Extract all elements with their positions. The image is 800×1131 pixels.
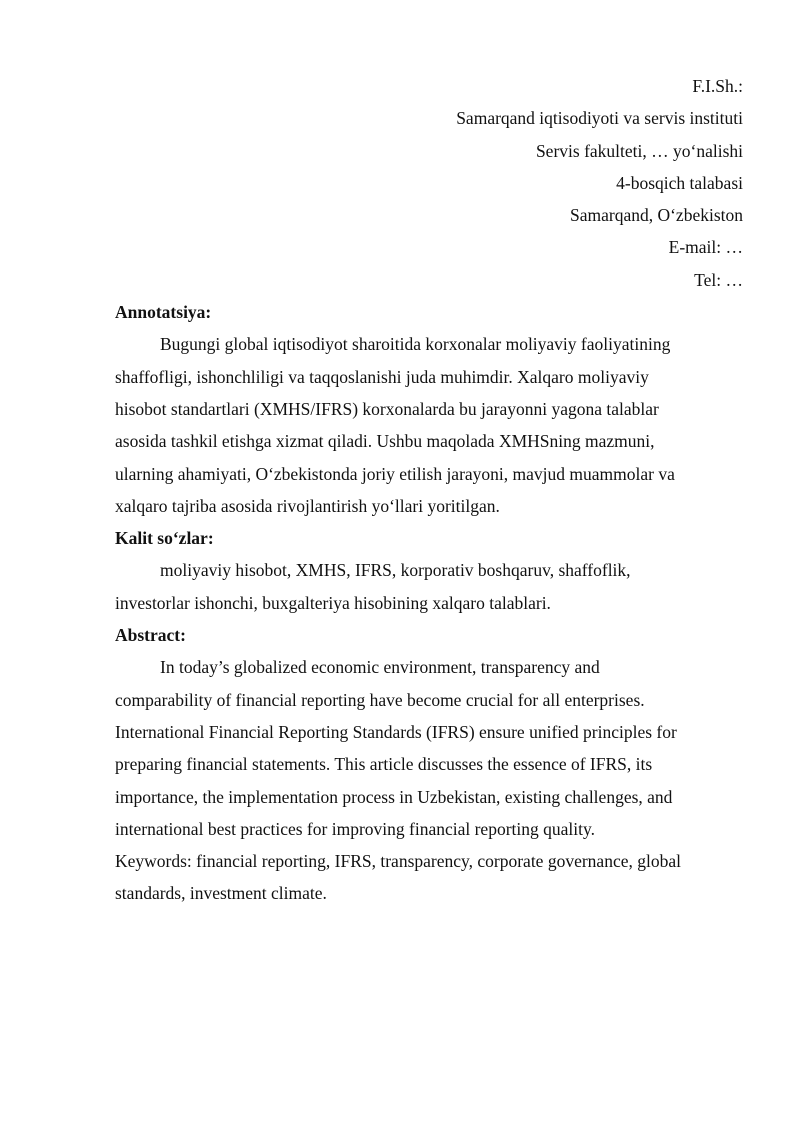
annotation-line: ularning ahamiyati, O‘zbekistonda joriy etilish jarayoni, mavjud muammolar va [115, 463, 675, 484]
abstract-line: international best practices for improving financial reporting quality. [115, 818, 595, 839]
author-faculty: Servis fakulteti, … yo‘nalishi [535, 140, 743, 161]
keywords-en-text [115, 845, 743, 910]
keywords-uz-line: investorlar ishonchi, buxgalteriya hisobining xalqaro talablari. [115, 592, 551, 613]
author-institution: Samarqand iqtisodiyoti va servis instituti [456, 108, 743, 129]
author-name-label: F.I.Sh.: [692, 76, 743, 96]
author-location: Samarqand, O‘zbekiston [569, 205, 743, 226]
author-year: 4-bosqich talabasi [616, 172, 743, 193]
keywords-uz-line: moliyaviy hisobot, XMHS, IFRS, korporativ boshqaruv, shaffoflik, [160, 560, 631, 581]
annotation-line: xalqaro tajriba asosida rivojlantirish yo‘llari yoritilgan. [115, 495, 500, 516]
annotation-heading: Annotatsiya: [115, 302, 212, 323]
abstract-line: International Financial Reporting Standards (IFRS) ensure unified principles for [115, 721, 677, 742]
abstract-heading: Abstract: [115, 625, 186, 646]
keywords-en-line: Keywords: financial reporting, IFRS, transparency, corporate governance, global [115, 851, 681, 872]
annotation-text [115, 328, 743, 522]
annotation-line: asosida tashkil etishga xizmat qiladi. Ushbu maqolada XMHSning mazmuni, [115, 431, 655, 452]
annotation-line: Bugungi global iqtisodiyot sharoitida korxonalar moliyaviy faoliyatining [160, 334, 671, 355]
annotation-line: hisobot standartlari (XMHS/IFRS) korxonalarda bu jarayonni yagona talablar [115, 398, 659, 419]
author-phone: Tel: … [694, 269, 743, 290]
abstract-line: comparability of financial reporting have become crucial for all enterprises. [115, 689, 645, 710]
abstract-line: In today’s globalized economic environment, transparency and [160, 657, 600, 678]
author-block [115, 70, 743, 296]
abstract-line: preparing financial statements. This article discusses the essence of IFRS, its [115, 754, 653, 775]
abstract-text [115, 651, 743, 845]
abstract-line: importance, the implementation process in Uzbekistan, existing challenges, and [115, 786, 673, 807]
document-page [115, 70, 743, 910]
keywords-uz-heading: Kalit so‘zlar: [115, 528, 214, 549]
author-email: E-mail: … [668, 237, 743, 258]
keywords-uz-text [115, 554, 743, 619]
annotation-line: shaffofligi, ishonchliligi va taqqoslanishi juda muhimdir. Xalqaro moliyaviy [115, 366, 649, 387]
keywords-en-line: standards, investment climate. [115, 883, 327, 904]
